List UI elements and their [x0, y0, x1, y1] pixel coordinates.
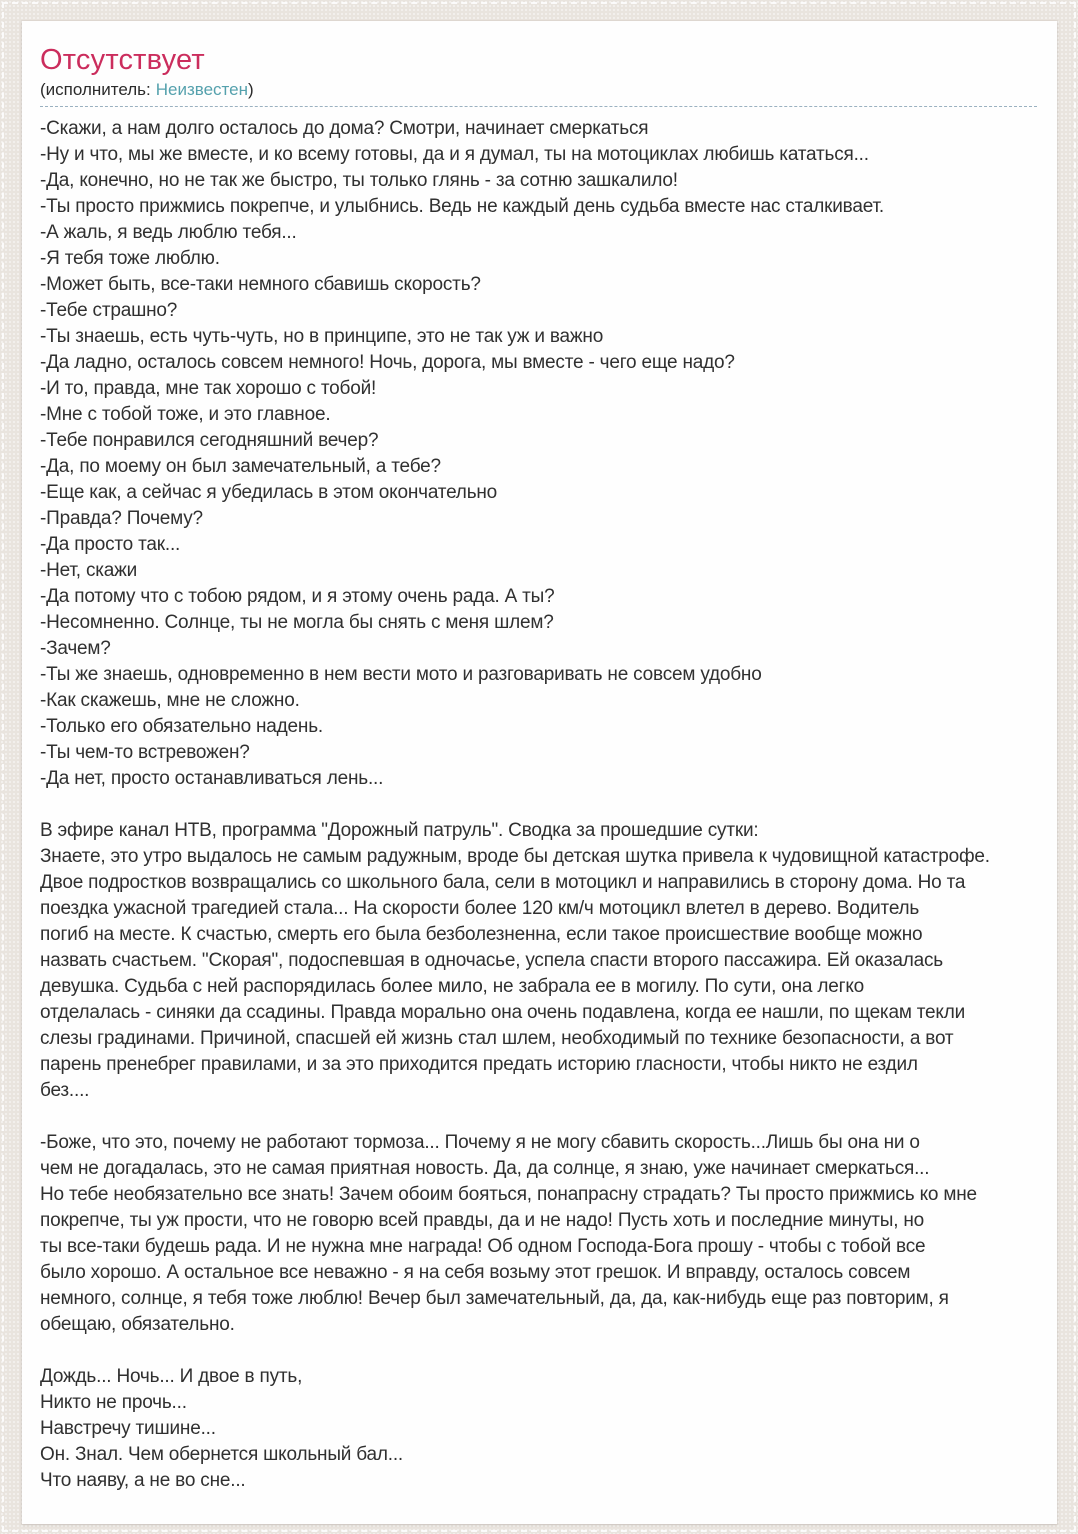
lyrics-line: -Скажи, а нам долго осталось до дома? Смотри, начинает смеркаться	[40, 118, 649, 139]
artist-suffix: )	[248, 80, 254, 99]
lyrics-line: -Ты же знаешь, одновременно в нем вести мото и разговаривать не совсем удобно	[40, 664, 762, 685]
lyrics-line: Навстречу тишине...	[40, 1418, 216, 1439]
lyrics-line: -Нет, скажи	[40, 560, 138, 581]
lyrics-line	[40, 792, 1037, 818]
song-title: Отсутствует	[40, 44, 205, 76]
lyrics-text	[40, 116, 1037, 1494]
lyrics-line: обещаю, обязательно.	[40, 1314, 235, 1335]
lyrics-line: поездка ужасной трагедией стала... На скорости более 120 км/ч мотоцикл влетел в дерево. Водитель	[40, 898, 920, 919]
lyrics-line: отделалась - синяки да ссадины. Правда морально она очень подавлена, когда ее нашли, по щекам текли	[40, 1002, 966, 1023]
lyrics-line: парень пренебрег правилами, и за это приходится предать историю гласности, чтобы никто не ездил	[40, 1054, 918, 1075]
lyrics-line	[40, 1338, 1037, 1364]
artist-prefix: (исполнитель:	[40, 80, 151, 99]
dashed-separator	[40, 106, 1037, 107]
lyrics-line: -Боже, что это, почему не работают тормоза... Почему я не могу сбавить скорость...Лишь бы она ни о	[40, 1132, 920, 1153]
artist-link[interactable]: Неизвестен	[155, 80, 248, 99]
lyrics-line: -Только его обязательно надень.	[40, 716, 323, 737]
lyrics-line: -Ты знаешь, есть чуть-чуть, но в принципе, это не так уж и важно	[40, 326, 604, 347]
lyrics-line: немного, солнце, я тебя тоже люблю! Вечер был замечательный, да, да, как-нибудь еще раз повторим, я	[40, 1288, 949, 1309]
lyrics-line	[40, 1104, 1037, 1130]
lyrics-line: Дождь... Ночь... И двое в путь,	[40, 1366, 303, 1387]
lyrics-line: -Да, по моему он был замечательный, а тебе?	[40, 456, 441, 477]
lyrics-line: -Да просто так...	[40, 534, 181, 555]
lyrics-line: Знаете, это утро выдалось не самым радужным, вроде бы детская шутка привела к чудовищной катастрофе.	[40, 846, 990, 867]
lyrics-line: без....	[40, 1080, 90, 1101]
lyrics-line: Никто не прочь...	[40, 1392, 187, 1413]
lyrics-line: чем не догадалась, это не самая приятная новость. Да, да солнце, я знаю, уже начинает смеркаться...	[40, 1158, 930, 1179]
lyrics-line: покрепче, ты уж прости, что не говорю всей правды, да и не надо! Пусть хоть и последние минуты, но	[40, 1210, 925, 1231]
lyrics-line: -Тебе понравился сегодняшний вечер?	[40, 430, 379, 451]
lyrics-line: -И то, правда, мне так хорошо с тобой!	[40, 378, 377, 399]
lyrics-line: -Как скажешь, мне не сложно.	[40, 690, 300, 711]
lyrics-line: -Да нет, просто останавливаться лень...	[40, 768, 384, 789]
lyrics-line: слезы градинами. Причиной, спасшей ей жизнь стал шлем, необходимый по технике безопасности, а вот	[40, 1028, 954, 1049]
lyrics-line: -Да потому что с тобою рядом, и я этому очень рада. А ты?	[40, 586, 555, 607]
lyrics-line: Но тебе необязательно все знать! Зачем обоим бояться, понапрасну страдать? Ты просто прижмись ко мне	[40, 1184, 977, 1205]
lyrics-line: -Правда? Почему?	[40, 508, 203, 529]
lyrics-line: -Да ладно, осталось совсем немного! Ночь, дорога, мы вместе - чего еще надо?	[40, 352, 735, 373]
lyrics-line: назвать счастьем. "Скорая", подоспевшая в одночасье, успела спасти второго пассажира. Ей оказалась	[40, 950, 943, 971]
lyrics-line: -Ну и что, мы же вместе, и ко всему готовы, да и я думал, ты на мотоциклах любишь кататься...	[40, 144, 869, 165]
content-card	[22, 21, 1057, 1524]
lyrics-line: -А жаль, я ведь люблю тебя...	[40, 222, 297, 243]
lyrics-line: -Еще как, а сейчас я убедилась в этом окончательно	[40, 482, 498, 503]
lyrics-line: девушка. Судьба с ней распорядилась более мило, не забрала ее в могилу. По сути, она легко	[40, 976, 865, 997]
lyrics-line: -Несомненно. Солнце, ты не могла бы снять с меня шлем?	[40, 612, 554, 633]
lyrics-line: было хорошо. А остальное все неважно - я на себя возьму этот грешок. И вправду, осталось совсем	[40, 1262, 911, 1283]
lyrics-line: -Тебе страшно?	[40, 300, 178, 321]
lyrics-line: Двое подростков возвращались со школьного бала, сели в мотоцикл и направились в сторону дома. Но та	[40, 872, 966, 893]
lyrics-line: -Я тебя тоже люблю.	[40, 248, 220, 269]
lyrics-line: -Ты просто прижмись покрепче, и улыбнись. Ведь не каждый день судьба вместе нас сталкивает.	[40, 196, 884, 217]
lyrics-line: ты все-таки будешь рада. И не нужна мне награда! Об одном Господа-Бога прошу - чтобы с тобой все	[40, 1236, 926, 1257]
lyrics-line: -Ты чем-то встревожен?	[40, 742, 250, 763]
artist-line	[40, 79, 1037, 101]
lyrics-line: погиб на месте. К счастью, смерть его была безболезненна, если такое происшествие вообще можно	[40, 924, 923, 945]
lyrics-line: -Зачем?	[40, 638, 111, 659]
lyrics-line: Что наяву, а не во сне...	[40, 1470, 246, 1491]
lyrics-line: -Может быть, все-таки немного сбавишь скорость?	[40, 274, 481, 295]
lyrics-line: -Да, конечно, но не так же быстро, ты только глянь - за сотню зашкалило!	[40, 170, 678, 191]
lyrics-line: Он. Знал. Чем обернется школьный бал...	[40, 1444, 404, 1465]
lyrics-line: -Мне с тобой тоже, и это главное.	[40, 404, 331, 425]
lyrics-line: В эфире канал НТВ, программа "Дорожный патруль". Сводка за прошедшие сутки:	[40, 820, 759, 841]
